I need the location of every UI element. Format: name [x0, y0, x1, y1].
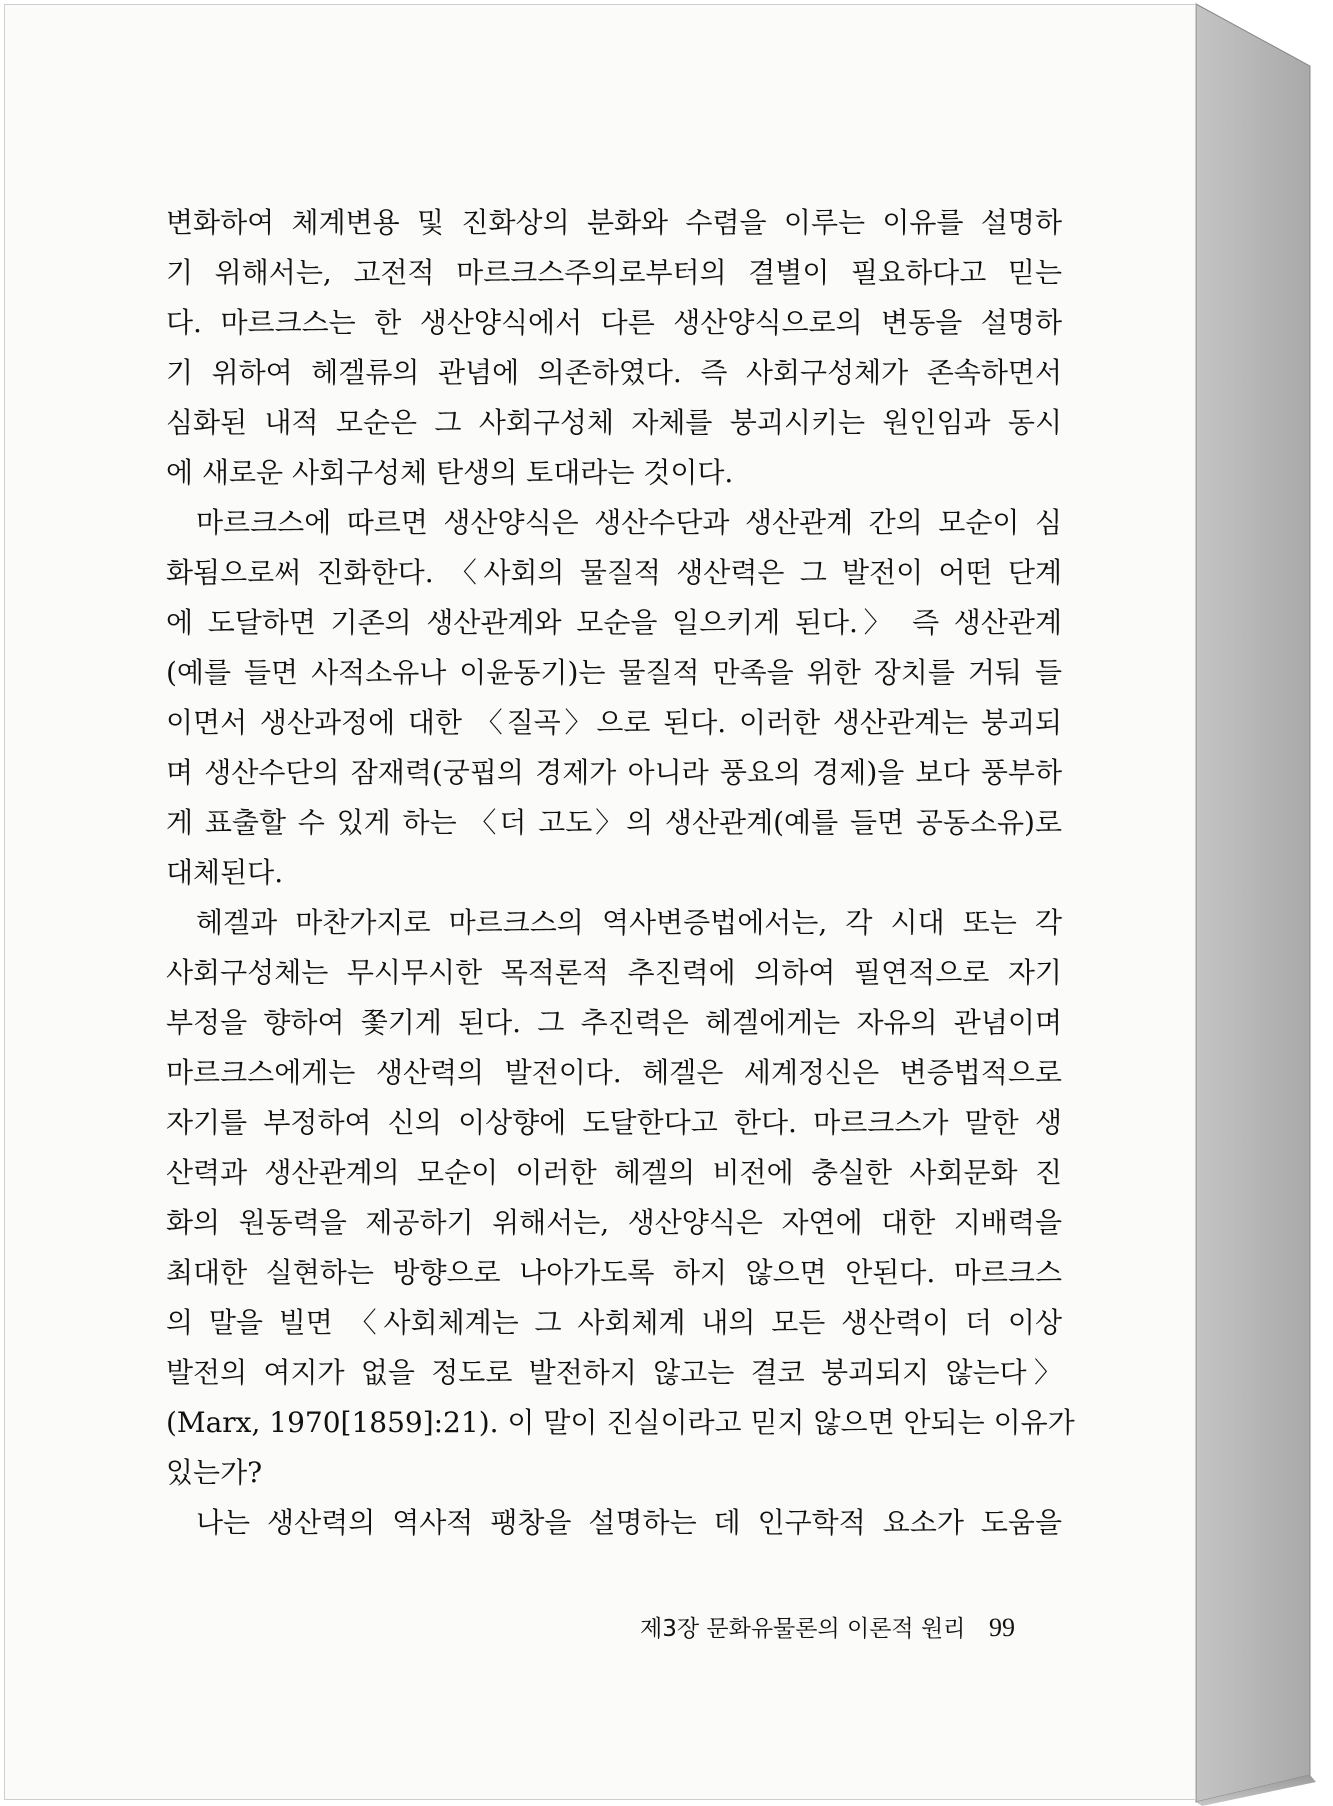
text-line	[166, 198, 1062, 248]
text-line	[166, 898, 1062, 948]
text-line-content: 사회구성체는 무시무시한 목적론적 추진력에 의하여 필연적으로 자기	[166, 956, 1062, 989]
text-line	[166, 1448, 1062, 1498]
running-footer	[640, 1610, 1060, 1643]
text-line-content: 마르크스에게는 생산력의 발전이다. 헤겔은 세계정신은 변증법적으로	[166, 1056, 1062, 1089]
text-line	[166, 798, 1062, 848]
text-line	[166, 1298, 1062, 1348]
text-line-content: 화됨으로써 진화한다. 〈사회의 물질적 생산력은 그 발전이 어떤 단계	[166, 556, 1062, 589]
text-line	[166, 748, 1062, 798]
text-line	[166, 548, 1062, 598]
text-line-content: 기 위하여 헤겔류의 관념에 의존하였다. 즉 사회구성체가 존속하면서	[166, 356, 1062, 389]
text-line-content: 에 도달하면 기존의 생산관계와 모순을 일으키게 된다.〉 즉 생산관계	[166, 606, 1062, 639]
text-line-content: 부정을 향하여 쫓기게 된다. 그 추진력은 헤겔에게는 자유의 관념이며	[166, 1006, 1062, 1039]
text-line	[166, 398, 1062, 448]
text-line	[166, 1048, 1062, 1098]
text-line-content: (Marx, 1970[1859]:21). 이 말이 진실이라고 믿지 않으면 안되는 이유가	[166, 1406, 1075, 1439]
text-line-content: 산력과 생산관계의 모순이 이러한 헤겔의 비전에 충실한 사회문화 진	[166, 1156, 1062, 1189]
text-line-content: 게 표출할 수 있게 하는 〈더 고도〉의 생산관계(예를 들면 공동소유)로	[166, 806, 1062, 839]
text-line	[166, 1498, 1062, 1548]
text-line	[166, 1148, 1062, 1198]
text-line-content: 있는가?	[166, 1456, 263, 1489]
text-line-content: 의 말을 빌면 〈사회체계는 그 사회체계 내의 모든 생산력이 더 이상	[166, 1306, 1062, 1339]
text-line-content: 심화된 내적 모순은 그 사회구성체 자체를 붕괴시키는 원인임과 동시	[166, 406, 1062, 439]
text-line	[166, 448, 1062, 498]
text-line	[166, 1398, 1075, 1448]
text-line	[166, 998, 1062, 1048]
text-line	[166, 848, 1062, 898]
text-line	[166, 1098, 1062, 1148]
text-line-content: 대체된다.	[166, 856, 284, 889]
text-line	[166, 348, 1062, 398]
text-line	[166, 1198, 1062, 1248]
text-line-content: 마르크스에 따르면 생산양식은 생산수단과 생산관계 간의 모순이 심	[196, 506, 1062, 539]
text-line-content: 나는 생산력의 역사적 팽창을 설명하는 데 인구학적 요소가 도움을	[196, 1506, 1062, 1539]
text-line	[166, 298, 1062, 348]
text-line	[166, 248, 1062, 298]
text-line	[166, 698, 1062, 748]
text-line	[166, 1348, 1062, 1398]
text-line-content: 발전의 여지가 없을 정도로 발전하지 않고는 결코 붕괴되지 않는다〉	[166, 1356, 1062, 1389]
body-text	[166, 198, 1075, 1548]
text-line-content: (예를 들면 사적소유나 이윤동기)는 물질적 만족을 위한 장치를 거둬 들	[166, 656, 1062, 689]
text-line	[166, 598, 1062, 648]
text-line-content: 며 생산수단의 잠재력(궁핍의 경제가 아니라 풍요의 경제)을 보다 풍부하	[166, 756, 1062, 789]
text-line	[166, 498, 1062, 548]
text-line-content: 헤겔과 마찬가지로 마르크스의 역사변증법에서는, 각 시대 또는 각	[196, 906, 1062, 939]
text-line-content: 에 새로운 사회구성체 탄생의 토대라는 것이다.	[166, 456, 734, 489]
text-line-content: 자기를 부정하여 신의 이상향에 도달한다고 한다. 마르크스가 말한 생	[166, 1106, 1062, 1139]
text-line	[166, 648, 1062, 698]
text-line-content: 이면서 생산과정에 대한 〈질곡〉으로 된다. 이러한 생산관계는 붕괴되	[166, 706, 1062, 739]
chapter-title: 제3장 문화유물론의 이론적 원리	[640, 1616, 966, 1642]
text-line-content: 기 위해서는, 고전적 마르크스주의로부터의 결별이 필요하다고 믿는	[166, 256, 1062, 289]
page-number: 99	[989, 1613, 1016, 1642]
text-line-content: 변화하여 체계변용 및 진화상의 분화와 수렴을 이루는 이유를 설명하	[166, 206, 1062, 239]
text-line-content: 화의 원동력을 제공하기 위해서는, 생산양식은 자연에 대한 지배력을	[166, 1206, 1062, 1239]
text-line-content: 최대한 실현하는 방향으로 나아가도록 하지 않으면 안된다. 마르크스	[166, 1256, 1062, 1289]
text-line-content: 다. 마르크스는 한 생산양식에서 다른 생산양식으로의 변동을 설명하	[166, 306, 1062, 339]
text-line	[166, 948, 1062, 998]
text-line	[166, 1248, 1062, 1298]
